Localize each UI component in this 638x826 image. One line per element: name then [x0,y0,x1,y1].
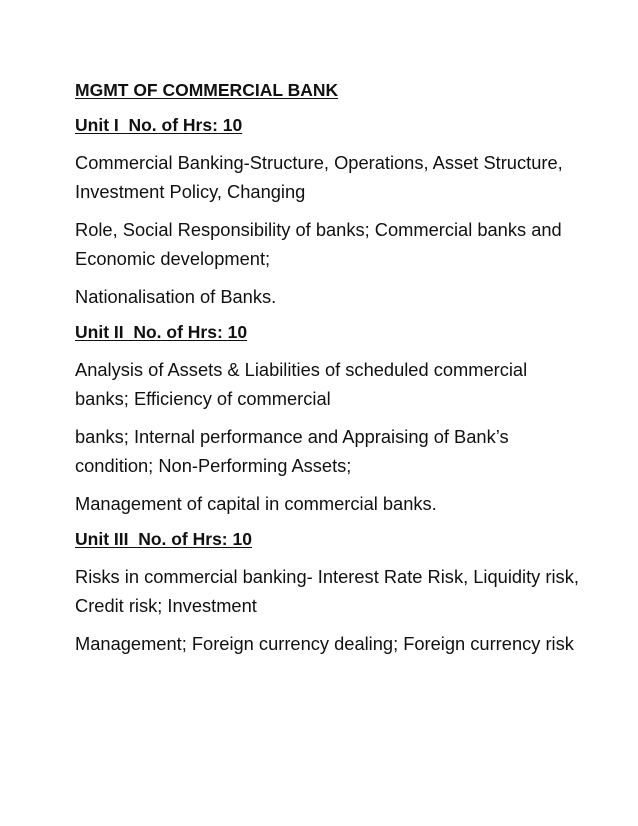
unit-1-paragraph-2: Role, Social Responsibility of banks; Commercial banks and Economic development; [75,219,562,269]
unit-1-section [75,113,585,311]
unit-2-heading: Unit II No. of Hrs: 10 [75,322,248,342]
unit-1-heading: Unit I No. of Hrs: 10 [75,115,243,135]
unit-2-paragraph-3: Management of capital in commercial banks. [75,493,437,514]
unit-2-paragraph-1: Analysis of Assets & Liabilities of scheduled commercial banks; Efficiency of commercial [75,359,528,409]
unit-1-paragraph-3: Nationalisation of Banks. [75,286,277,307]
unit-2-section [75,320,585,518]
unit-3-heading: Unit III No. of Hrs: 10 [75,529,252,549]
document-title: MGMT OF COMMERCIAL BANK [75,80,339,100]
unit-2-paragraph-2: banks; Internal performance and Appraising of Bank’s condition; Non-Performing Assets; [75,426,509,476]
unit-1-paragraph-1: Commercial Banking-Structure, Operations, Asset Structure, Investment Policy, Changing [75,152,563,202]
unit-3-paragraph-1: Risks in commercial banking- Interest Rate Risk, Liquidity risk, Credit risk; Investment [75,566,579,616]
document-content [75,78,585,667]
unit-3-section [75,527,585,658]
unit-3-paragraph-2: Management; Foreign currency dealing; Foreign currency risk [75,633,574,654]
